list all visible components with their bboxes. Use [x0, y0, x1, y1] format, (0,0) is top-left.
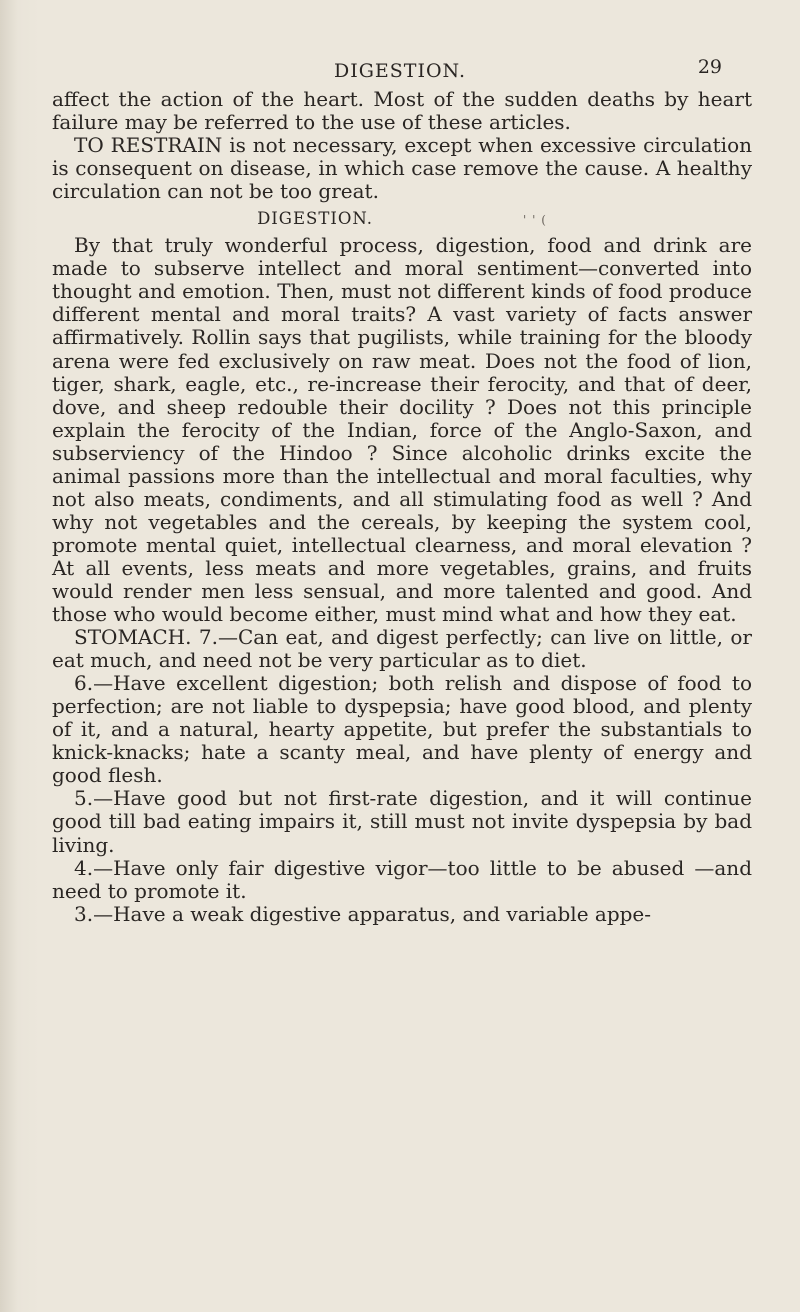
section-heading-text: DIGESTION.	[257, 209, 374, 229]
section-heading	[52, 207, 752, 232]
paragraph-stomach-5: 5.—Have good but not first-rate digestion, and it will continue good till bad eating impairs it, still must not invite dyspepsia by bad living.	[52, 786, 752, 857]
paragraph-stomach-4: 4.—Have only fair digestive vigor—too little to be abused —and need to promote it.	[52, 855, 752, 903]
paragraph-continuation: affect the action of the heart. Most of the sudden deaths by heart failure may be referred to the use of these articles.	[52, 87, 752, 135]
body-text	[52, 88, 752, 926]
page-number: 29	[697, 56, 722, 78]
paragraph-stomach-7: STOMACH. 7.—Can eat, and digest perfectly; can live on little, or eat much, and need not be very particular as to diet.	[52, 625, 752, 673]
paragraph-stomach-3: 3.—Have a weak digestive apparatus, and variable appe-	[74, 901, 652, 926]
running-header	[0, 56, 800, 86]
paragraph-stomach-6: 6.—Have excellent digestion; both relish and dispose of food to perfection; are not liable to dyspepsia; have good blood, and plenty of it, and a natural, hearty appetite, but prefer the substantials to knick-knacks; hate a scanty meal, and have plenty of energy and good flesh.	[52, 671, 752, 788]
paragraph-digestion: By that truly wonderful process, digestion, food and drink are made to subserve intellect and moral sentiment—converted into thought and emotion. Then, must not different kinds of food produce different mental and moral traits? A vast variety of facts answer affirmatively. Rollin says that pugilists, while training for the bloody arena were fed exclusively on raw meat. Does not the food of lion, tiger, shark, eagle, etc., re-increase their ferocity, and that of deer, dove, and sheep redouble their docility ? Does not this principle explain the ferocity of the Indian, force of the Anglo-Saxon, and subserviency of the Hindoo ? Since alcoholic drinks excite the animal passions more than the intellectual and moral faculties, why not also meats, condiments, and all stimulating food as well ? And why not vegetables and the cereals, by keeping the system cool, promote mental quiet, intellectual clearness, and moral elevation ? At all events, less meats and more vegetables, grains, and fruits would render men less sensual, and more talented and good. And those who would become either, must mind what and how they eat.	[52, 233, 752, 627]
running-title: DIGESTION.	[333, 60, 466, 82]
paragraph-to-restrain: TO RESTRAIN is not necessary, except when excessive circulation is consequent on disease, in which case remove the cause. A healthy circulation can not be too great.	[52, 133, 752, 204]
section-heading-mark: ' ' (	[523, 213, 547, 228]
